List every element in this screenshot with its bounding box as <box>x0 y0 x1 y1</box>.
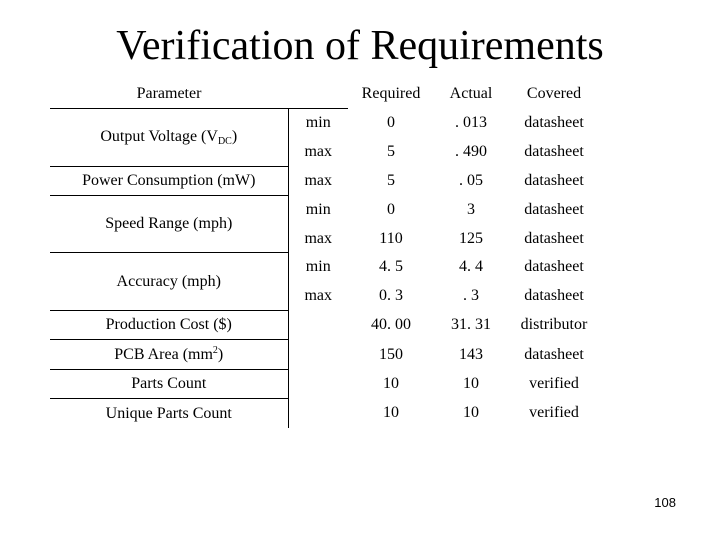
required-cell: 0 <box>387 201 395 219</box>
actual-cell: 143 <box>459 345 483 363</box>
covered-cell: datasheet <box>524 142 584 160</box>
param-unique-parts-count: Unique Parts Count <box>105 404 232 422</box>
param-output-voltage: Output Voltage $(V_{DC})$ <box>50 109 288 167</box>
minmax-cell <box>288 310 348 340</box>
required-cell: 110 <box>379 229 403 247</box>
table-row <box>50 310 600 340</box>
header-required: Required <box>361 85 421 103</box>
covered-cell: datasheet <box>524 286 584 304</box>
actual-cell: 10 <box>463 404 479 422</box>
header-minmax <box>288 80 348 109</box>
covered-cell: datasheet <box>524 171 584 189</box>
minmax-cell: max <box>288 138 348 167</box>
required-cell: 40. 00 <box>371 315 411 333</box>
covered-cell: datasheet <box>524 201 584 219</box>
actual-cell: . 490 <box>455 142 487 160</box>
minmax-cell: min <box>288 253 348 282</box>
header-parameter: Parameter <box>50 80 288 109</box>
covered-cell: verified <box>529 404 579 422</box>
required-cell: 0. 3 <box>379 286 403 304</box>
required-cell: 10 <box>383 375 399 393</box>
actual-cell: 3 <box>467 201 475 219</box>
table-row <box>50 340 600 370</box>
required-cell: 5 <box>387 171 395 189</box>
covered-cell: distributor <box>520 315 588 333</box>
header-covered: Covered <box>526 85 582 103</box>
table-row <box>50 399 600 428</box>
actual-cell: 125 <box>459 229 483 247</box>
actual-cell: . 05 <box>459 171 483 189</box>
covered-cell: datasheet <box>524 114 584 132</box>
required-cell: 5 <box>387 142 395 160</box>
actual-cell: 10 <box>463 375 479 393</box>
slide-title: Verification of Requirements <box>116 23 604 69</box>
required-cell: 4. 5 <box>379 258 403 276</box>
minmax-cell: min <box>288 109 348 138</box>
actual-cell: . 013 <box>455 114 487 132</box>
actual-cell: 4. 4 <box>459 258 483 276</box>
table-row <box>50 253 600 282</box>
actual-cell: 31. 31 <box>451 315 491 333</box>
minmax-cell: max <box>288 166 348 196</box>
header-actual: Actual <box>449 85 493 103</box>
minmax-cell: max <box>288 282 348 311</box>
minmax-cell <box>288 399 348 428</box>
param-speed-range: Speed Range (mph) <box>50 196 288 253</box>
covered-cell: datasheet <box>524 258 584 276</box>
covered-cell: datasheet <box>524 229 584 247</box>
table-row <box>50 109 600 138</box>
requirements-table <box>50 80 600 428</box>
param-parts-count: Parts Count <box>50 369 288 399</box>
minmax-cell <box>288 369 348 399</box>
table-row <box>50 369 600 399</box>
covered-cell: verified <box>529 375 579 393</box>
actual-cell: . 3 <box>463 286 479 304</box>
required-cell: 10 <box>383 404 399 422</box>
minmax-cell: min <box>288 196 348 225</box>
required-cell: 150 <box>379 345 403 363</box>
minmax-cell: max <box>288 224 348 253</box>
table-row <box>50 196 600 225</box>
required-cell: 0 <box>387 114 395 132</box>
param-power-consumption: Power Consumption (mW) <box>50 166 288 196</box>
page-number: 108 <box>654 495 676 510</box>
param-production-cost: Production Cost ($) <box>50 310 288 340</box>
covered-cell: datasheet <box>524 345 584 363</box>
param-accuracy: Accuracy (mph) <box>50 253 288 310</box>
minmax-cell <box>288 340 348 370</box>
table-row <box>50 166 600 196</box>
param-pcb-area: PCB Area $(mm^2)$ <box>50 340 288 370</box>
table-header-row <box>50 80 600 109</box>
